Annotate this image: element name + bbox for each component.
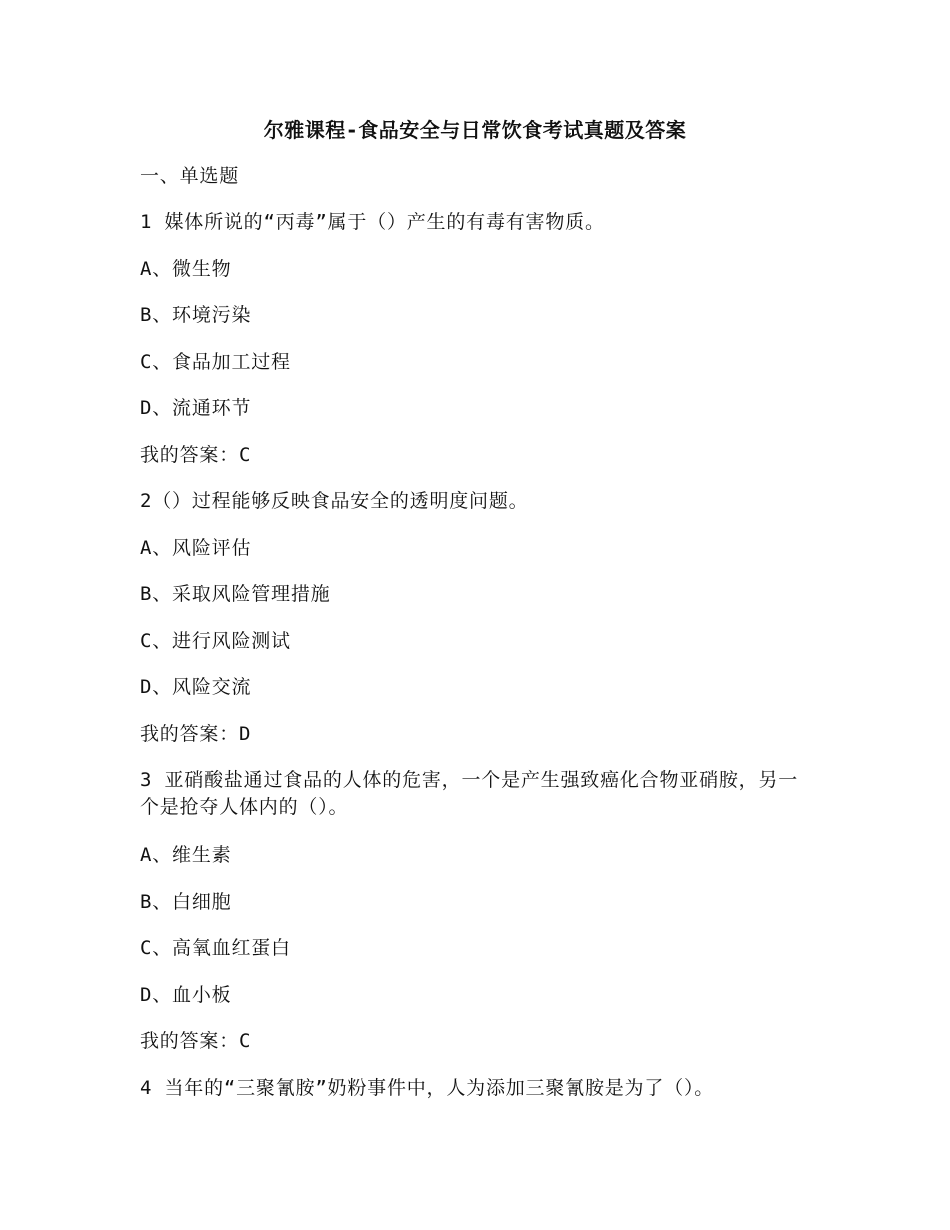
question-2-option-a: A、风险评估 — [140, 537, 252, 559]
question-1-answer: 我的答案：C — [140, 444, 252, 466]
question-3-answer: 我的答案：C — [140, 1030, 252, 1052]
question-3-option-a: A、维生素 — [140, 844, 232, 866]
question-2-answer: 我的答案：D — [140, 723, 252, 745]
question-1-stem: 1 媒体所说的“丙毒”属于（）产生的有毒有害物质。 — [140, 211, 605, 233]
question-2-option-b: B、采取风险管理措施 — [140, 583, 331, 605]
question-1-option-b: B、环境污染 — [140, 304, 252, 326]
question-3-option-b: B、白细胞 — [140, 891, 232, 913]
document-title: 尔雅课程-食品安全与日常饮食考试真题及答案 — [263, 118, 687, 142]
question-3-option-d: D、血小板 — [140, 984, 232, 1006]
question-3-stem: 3 亚硝酸盐通过食品的人体的危害，一个是产生强致癌化合物亚硝胺，另一个是抢夺人体内的（）。 — [140, 769, 799, 818]
question-1-option-d: D、流通环节 — [140, 397, 252, 419]
question-4-stem: 4 当年的“三聚氰胺”奶粉事件中，人为添加三聚氰胺是为了（）。 — [140, 1077, 715, 1099]
question-1-option-a: A、微生物 — [140, 258, 232, 280]
section-heading: 一、单选题 — [140, 165, 240, 187]
question-2-stem: 2（）过程能够反映食品安全的透明度问题。 — [140, 490, 529, 512]
question-2-option-c: C、进行风险测试 — [140, 630, 291, 652]
question-2-option-d: D、风险交流 — [140, 676, 252, 698]
question-3-option-c: C、高氧血红蛋白 — [140, 937, 291, 959]
question-1-option-c: C、食品加工过程 — [140, 351, 291, 373]
